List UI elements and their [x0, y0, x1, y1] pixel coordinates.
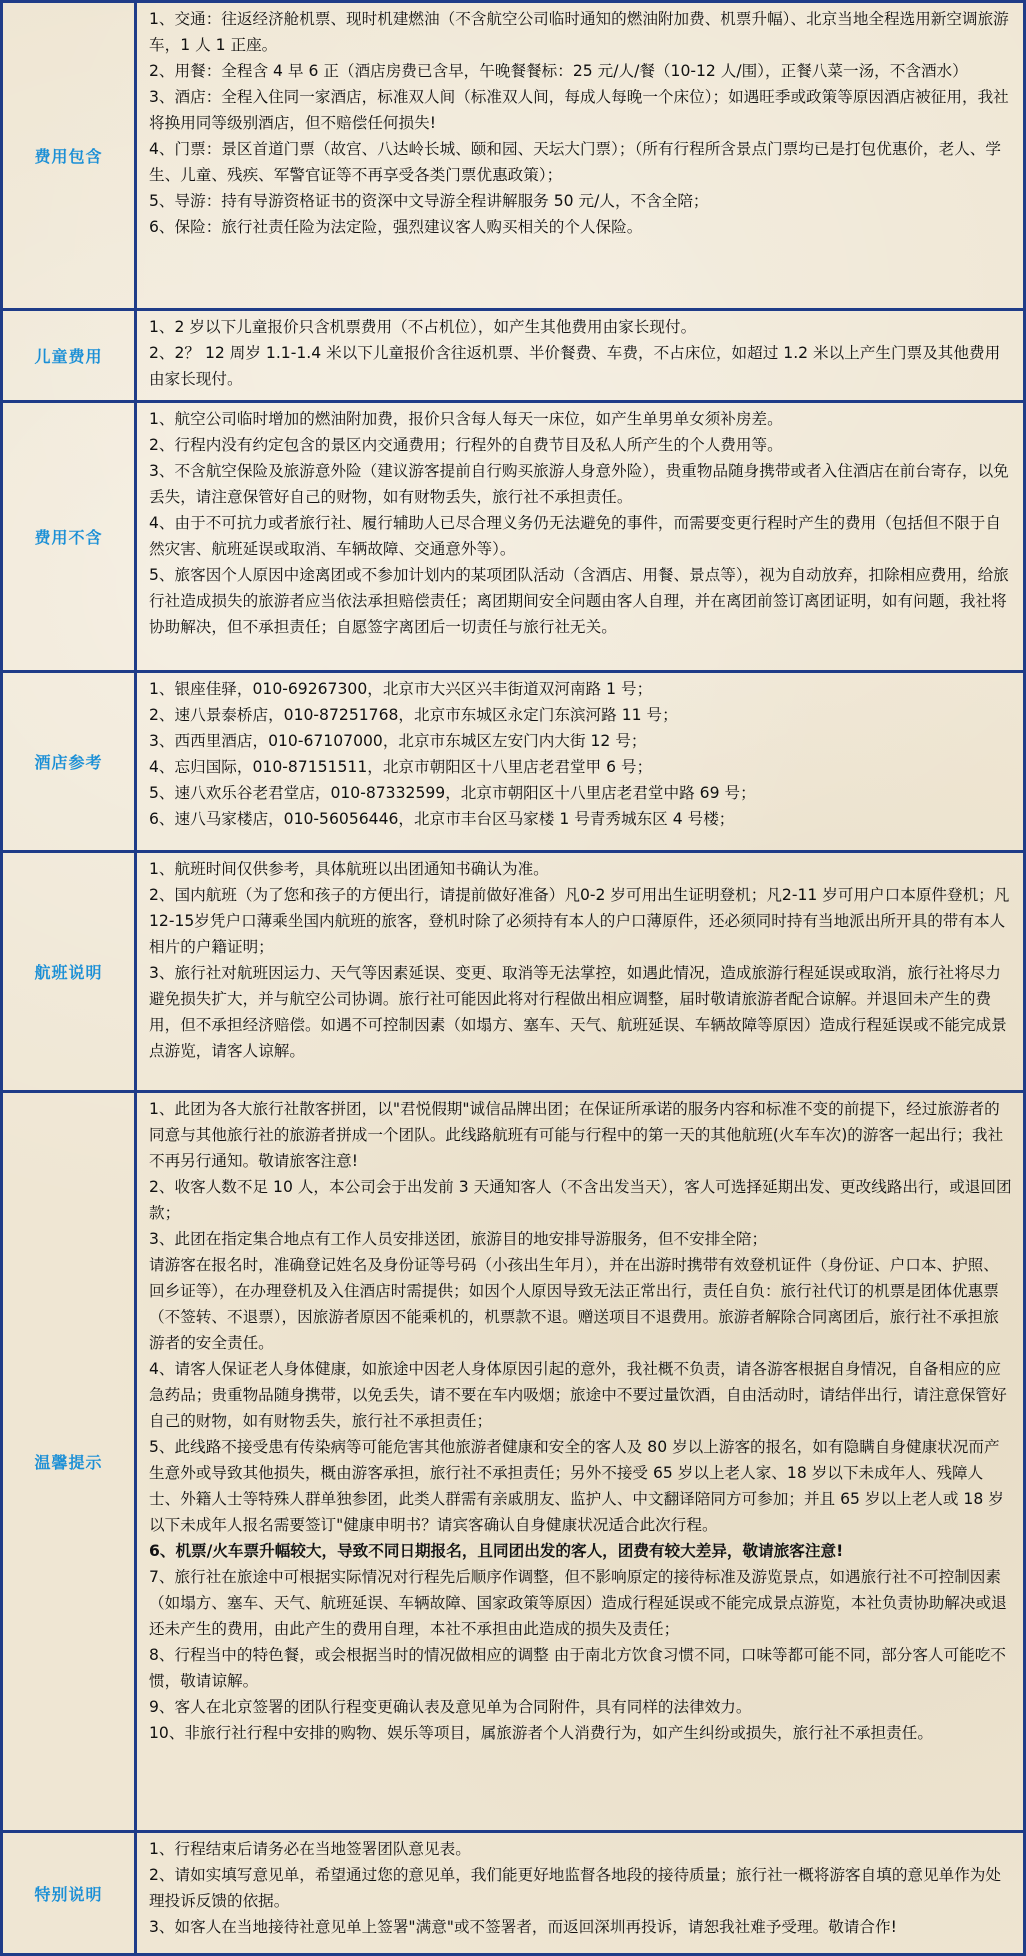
list-item: 2、收客人数不足 10 人，本公司会于出发前 3 天通知客人（不含出发当天），客人可选择延期出发、更改线路出行，或退回团款；: [149, 1178, 1012, 1222]
section-content: [137, 1833, 1023, 1953]
section-content: [137, 311, 1023, 400]
list-item: 5、导游：持有导游资格证书的资深中文导游全程讲解服务 50 元/人，不含全陪；: [149, 192, 709, 210]
list-item: 2、行程内没有约定包含的景区内交通费用；行程外的自费节目及私人所产生的个人费用等。: [149, 436, 783, 454]
list-item: 3、此团在指定集合地点有工作人员安排送团，旅游目的地安排导游服务，但不安排全陪；: [149, 1230, 768, 1248]
list-item: 3、如客人在当地接待社意见单上签署"满意"或不签署者，而返回深圳再投诉，请恕我社难予受理。敬请合作!: [149, 1918, 897, 1936]
list-item: 3、酒店：全程入住同一家酒店，标准双人间（标准双人间，每成人每晚一个床位）；如遇旺季或政策等原因酒店被征用，我社将换用同等级别酒店，但不赔偿任何损失!: [149, 88, 1009, 132]
emphasis-text: 6、机票/火车票升幅较大，导致不同日期报名，且同团出发的客人，团费有较大差异，敬请旅客注意!: [149, 1542, 844, 1560]
list-item: 6、速八马家楼店，010-56056446，北京市丰台区马家楼 1 号青秀城东区 4 号楼；: [149, 810, 735, 828]
section-special-notes: [3, 1833, 1023, 1953]
section-fees-included: [3, 3, 1023, 311]
list-item: 10、非旅行社行程中安排的购物、娱乐等项目，属旅游者个人消费行为，如产生纠纷或损失，旅行社不承担责任。: [149, 1724, 933, 1742]
list-item: 5、速八欢乐谷老君堂店，010-87332599，北京市朝阳区十八里店老君堂中路 69 号；: [149, 784, 756, 802]
list-item: 4、门票：景区首道门票（故宫、八达岭长城、颐和园、天坛大门票）；（所有行程所含景点门票均已是打包优惠价，老人、学生、儿童、残疾、军警官证等不再享受各类门票优惠政策）；: [149, 140, 1001, 184]
list-item: 2、速八景泰桥店，010-87251768，北京市东城区永定门东滨河路 11 号；: [149, 706, 678, 724]
list-item: 9、客人在北京签署的团队行程变更确认表及意见单为合同附件，具有同样的法律效力。: [149, 1698, 752, 1716]
section-label: 费用不含: [3, 403, 137, 670]
section-label: 费用包含: [3, 3, 137, 308]
section-label: 温馨提示: [3, 1093, 137, 1830]
list-item: 7、旅行社在旅途中可根据实际情况对行程先后顺序作调整，但不影响原定的接待标准及游览景点，如遇旅行社不可控制因素（如塌方、塞车、天气、航班延误、车辆故障、国家政策等原因）造成行程延误或不能完成景点游览，本社负责协助解决或退还未产生的费用，由此产生的费用自理，本社不承担由此造成的损失及责任；: [149, 1568, 1007, 1638]
list-item: 5、旅客因个人原因中途离团或不参加计划内的某项团队活动（含酒店、用餐、景点等），视为自动放弃，扣除相应费用，给旅行社造成损失的旅游者应当依法承担赔偿责任；离团期间安全问题由客人自理，并在离团前签订离团证明，如有问题，我社将协助解决，但不承担责任；自愿签字离团后一切责任与旅行社无关。: [149, 566, 1009, 636]
list-item: 1、银座佳驿，010-69267300，北京市大兴区兴丰街道双河南路 1 号；: [149, 680, 653, 698]
section-content: [137, 1093, 1023, 1830]
list-item: 1、航班时间仅供参考，具体航班以出团通知书确认为准。: [149, 860, 549, 878]
section-content: [137, 673, 1023, 850]
section-content: [137, 403, 1023, 670]
list-item: 2、请如实填写意见单，希望通过您的意见单，我们能更好地监督各地段的接待质量；旅行社一概将游客自填的意见单作为处理投诉反馈的依据。: [149, 1866, 1001, 1910]
list-item: 1、交通：往返经济舱机票、现时机建燃油（不含航空公司临时通知的燃油附加费、机票升幅）、北京当地全程选用新空调旅游车，1 人 1 正座。: [149, 10, 1009, 54]
list-item: 1、2 岁以下儿童报价只含机票费用（不占机位），如产生其他费用由家长现付。: [149, 318, 697, 336]
list-item: 3、西西里酒店，010-67107000，北京市东城区左安门内大街 12 号；: [149, 732, 647, 750]
list-item: 4、由于不可抗力或者旅行社、履行辅助人已尽合理义务仍无法避免的事件，而需要变更行程时产生的费用（包括但不限于自然灾害、航班延误或取消、车辆故障、交通意外等）。: [149, 514, 1001, 558]
section-label: 航班说明: [3, 853, 137, 1090]
section-friendly-tips: [3, 1093, 1023, 1833]
list-item: 1、此团为各大旅行社散客拼团，以"君悦假期"诚信品牌出团；在保证所承诺的服务内容和标准不变的前提下，经过旅游者的同意与其他旅行社的旅游者拼成一个团队。此线路航班有可能与行程中的第一天的其他航班(火车车次)的游客一起出行；我社不再另行通知。敬请旅客注意!: [149, 1100, 1004, 1170]
section-hotel-reference: [3, 673, 1023, 853]
list-item: 请游客在报名时，准确登记姓名及身份证等号码（小孩出生年月），并在出游时携带有效登机证件（身份证、户口本、护照、回乡证等），在办理登机及入住酒店时需提供；如因个人原因导致无法正常出行，责任自负：旅行社代订的机票是团体优惠票（不签转、不退票），因旅游者原因不能乘机的，机票款不退。赠送项目不退费用。旅游者解除合同离团后，旅行社不承担旅游者的安全责任。: [149, 1256, 999, 1352]
list-item: 4、忘归国际，010-87151511，北京市朝阳区十八里店老君堂甲 6 号；: [149, 758, 653, 776]
section-label: 儿童费用: [3, 311, 137, 400]
list-item: 2、2？ 12 周岁 1.1-1.4 米以下儿童报价含往返机票、半价餐费、车费，不占床位，如超过 1.2 米以上产生门票及其他费用由家长现付。: [149, 344, 1001, 388]
list-item: 2、用餐：全程含 4 早 6 正（酒店房费已含早，午晚餐餐标：25 元/人/餐（10-12 人/围），正餐八菜一汤，不含酒水）: [149, 62, 968, 80]
list-item: 6、保险：旅行社责任险为法定险，强烈建议客人购买相关的个人保险。: [149, 218, 643, 236]
section-content: [137, 3, 1023, 308]
list-item: 4、请客人保证老人身体健康，如旅途中因老人身体原因引起的意外，我社概不负责，请各游客根据自身情况，自备相应的应急药品；贵重物品随身携带，以免丢失，请不要在车内吸烟；旅途中不要过量饮酒，自由活动时，请结伴出行，请注意保管好自己的财物，如有财物丢失，旅行社不承担责任；: [149, 1360, 1007, 1430]
list-item: 2、国内航班（为了您和孩子的方便出行，请提前做好准备）凡0-2 岁可用出生证明登机；凡2-11 岁可用户口本原件登机；凡12-15岁凭户口薄乘坐国内航班的旅客，登机时除了必须持有本人的户口薄原件，还必须同时持有当地派出所开具的带有本人相片的户籍证明；: [149, 886, 1010, 956]
list-item: 8、行程当中的特色餐，或会根据当时的情况做相应的调整 由于南北方饮食习惯不同，口味等都可能不同，部分客人可能吃不惯，敬请谅解。: [149, 1646, 1006, 1690]
list-item: 1、航空公司临时增加的燃油附加费，报价只含每人每天一床位，如产生单男单女须补房差。: [149, 410, 783, 428]
section-fees-excluded: [3, 403, 1023, 673]
list-item-emphasis: [149, 1538, 1013, 1564]
section-label: 酒店参考: [3, 673, 137, 850]
list-item: 3、旅行社对航班因运力、天气等因素延误、变更、取消等无法掌控，如遇此情况，造成旅游行程延误或取消，旅行社将尽力避免损失扩大，并与航空公司协调。旅行社可能因此将对行程做出相应调整，届时敬请旅游者配合谅解。并退回未产生的费用，但不承担经济赔偿。如遇不可控制因素（如塌方、塞车、天气、航班延误、车辆故障等原因）造成行程延误或不能完成景点游览，请客人谅解。: [149, 964, 1007, 1060]
section-label: 特别说明: [3, 1833, 137, 1953]
section-flight-notes: [3, 853, 1023, 1093]
list-item: 3、不含航空保险及旅游意外险（建议游客提前自行购买旅游人身意外险），贵重物品随身携带或者入住酒店在前台寄存，以免丢失，请注意保管好自己的财物，如有财物丢失，旅行社不承担责任。: [149, 462, 1009, 506]
section-child-fees: [3, 311, 1023, 403]
list-item: 5、此线路不接受患有传染病等可能危害其他旅游者健康和安全的客人及 80 岁以上游客的报名，如有隐瞒自身健康状况而产生意外或导致其他损失，概由游客承担，旅行社不承担责任；另外不接受 65 岁以上老人家、18 岁以下未成年人、残障人士、外籍人士等特殊人群单独参团，此类人群需有亲戚朋友、监护人、中文翻译陪同方可参加；并且 65 岁以上老人或 18 岁以下未成年人报名需要签订"健康申明书？请宾客确认自身健康状况适合此次行程。: [149, 1438, 1004, 1534]
section-content: [137, 853, 1023, 1090]
list-item: 1、行程结束后请务必在当地签署团队意见表。: [149, 1840, 471, 1858]
